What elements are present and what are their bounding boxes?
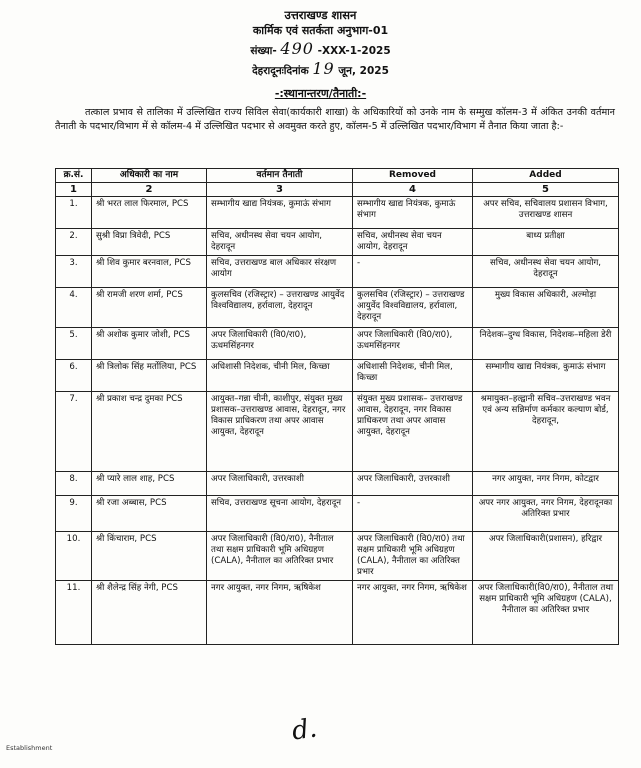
table-row bbox=[56, 496, 619, 532]
cell-removed-posting: अपर जिलाधिकारी (वि0/रा0), ऊधमसिंहनगर bbox=[353, 328, 473, 360]
header-sn: क्र.सं. bbox=[56, 169, 92, 183]
cell-sn: 4. bbox=[56, 288, 92, 328]
cell-sn: 7. bbox=[56, 392, 92, 472]
cell-officer-name: श्री शैलेन्द्र सिंह नेगी, PCS bbox=[92, 581, 207, 645]
cell-current-posting: अपर जिलाधिकारी (वि0/रा0), ऊधमसिंहनगर bbox=[207, 328, 353, 360]
cell-added-posting: सम्भागीय खाद्य नियंत्रक, कुमाऊं संभाग bbox=[473, 360, 619, 392]
cell-added-posting: नगर आयुक्त, नगर निगम, कोटद्वार bbox=[473, 472, 619, 496]
cell-officer-name: श्री रजा अब्बास, PCS bbox=[92, 496, 207, 532]
cell-added-posting: अपर सचिव, सचिवालय प्रशासन विभाग, उत्तराखण्ड शासन bbox=[473, 197, 619, 229]
cell-sn: 2. bbox=[56, 229, 92, 256]
cell-removed-posting: अधिशासी निदेशक, चीनी मिल, किच्छा bbox=[353, 360, 473, 392]
cell-added-posting: अपर नगर आयुक्त, नगर निगम, देहरादूनका अतिरिक्त प्रभार bbox=[473, 496, 619, 532]
cell-added-posting: सचिव, अधीनस्थ सेवा चयन आयोग, देहरादून bbox=[473, 256, 619, 288]
section-title: कार्मिक एवं सतर्कता अनुभाग-01 bbox=[252, 24, 389, 37]
order-date-handwritten: 19 bbox=[312, 59, 335, 78]
table-row bbox=[56, 328, 619, 360]
cell-officer-name: श्री त्रिलोक सिंह मर्तोलिया, PCS bbox=[92, 360, 207, 392]
order-number bbox=[0, 39, 641, 58]
table-row bbox=[56, 197, 619, 229]
order-number-rest: -XXX-1-2025 bbox=[317, 45, 391, 57]
transfer-table bbox=[55, 168, 619, 645]
table-row bbox=[56, 229, 619, 256]
govt-title: उत्तराखण्ड शासन bbox=[284, 8, 357, 22]
cell-officer-name: श्री भरत लाल फिरमाल, PCS bbox=[92, 197, 207, 229]
header-current: वर्तमान तैनाती bbox=[207, 169, 353, 183]
subject-line bbox=[0, 86, 641, 101]
col-number: 4 bbox=[353, 183, 473, 197]
table-row bbox=[56, 532, 619, 581]
cell-current-posting: सचिव, उत्तराखण्ड बाल अधिकार संरक्षण आयोग bbox=[207, 256, 353, 288]
col-number: 1 bbox=[56, 183, 92, 197]
order-date-rest: जून, 2025 bbox=[338, 65, 389, 77]
cell-current-posting: अपर जिलाधिकारी (वि0/रा0), नैनीताल तथा सक्षम प्राधिकारी भूमि अधिग्रहण (CALA), नैनीताल का अतिरिक्त प्रभार bbox=[207, 532, 353, 581]
cell-added-posting: श्रमायुक्त–हल्द्वानी सचिव–उत्तराखण्ड भवन एवं अन्य सन्निर्माण कर्मकार कल्याण बोर्ड, देहरादून, bbox=[473, 392, 619, 472]
cell-removed-posting: अपर जिलाधिकारी, उत्तरकाशी bbox=[353, 472, 473, 496]
cell-officer-name: श्री किंचाराम, PCS bbox=[92, 532, 207, 581]
cell-officer-name: श्री प्रकाश चन्द्र दुमका PCS bbox=[92, 392, 207, 472]
cell-sn: 8. bbox=[56, 472, 92, 496]
cell-removed-posting: अपर जिलाधिकारी (वि0/रा0) तथा सक्षम प्राधिकारी भूमि अधिग्रहण (CALA), नैनीताल का अतिरिक्त प्रभार bbox=[353, 532, 473, 581]
cell-removed-posting: सम्भागीय खाद्य नियंत्रक, कुमाऊं संभाग bbox=[353, 197, 473, 229]
subject-text: -:स्थानान्तरण/तैनाती:- bbox=[274, 87, 367, 100]
order-number-label: संख्या- bbox=[250, 45, 277, 57]
cell-removed-posting: कुलसचिव (रजिस्ट्रार) – उत्तराखण्ड आयुर्वेद विश्वविद्यालय, हर्रावाला, देहरादून bbox=[353, 288, 473, 328]
footer-label: Establishment bbox=[6, 744, 53, 752]
cell-sn: 10. bbox=[56, 532, 92, 581]
cell-officer-name: सुश्री विप्रा त्रिवेदी, PCS bbox=[92, 229, 207, 256]
cell-officer-name: श्री रामजी शरण शर्मा, PCS bbox=[92, 288, 207, 328]
cell-current-posting: सचिव, अधीनस्थ सेवा चयन आयोग, देहरादून bbox=[207, 229, 353, 256]
cell-added-posting: अपर जिलाधिकारी(प्रशासन), हरिद्वार bbox=[473, 532, 619, 581]
cell-officer-name: श्री शिव कुमार बरनवाल, PCS bbox=[92, 256, 207, 288]
order-number-handwritten: 490 bbox=[280, 39, 314, 58]
cell-current-posting: आयुक्त–गन्ना चीनी, काशीपुर, संयुक्त मुख्य प्रशासक–उत्तराखण्ड आवास, देहरादून, नगर विकास प्राधिकरण तथा अपर आवास आयुक्त, देहरादून bbox=[207, 392, 353, 472]
cell-added-posting: बाध्य प्रतीक्षा bbox=[473, 229, 619, 256]
table-row bbox=[56, 581, 619, 645]
table-header-row bbox=[56, 169, 619, 183]
col-number: 3 bbox=[207, 183, 353, 197]
cell-current-posting: सचिव, उत्तराखण्ड सूचना आयोग, देहरादून bbox=[207, 496, 353, 532]
cell-removed-posting: सचिव, अधीनस्थ सेवा चयन आयोग, देहरादून bbox=[353, 229, 473, 256]
cell-sn: 1. bbox=[56, 197, 92, 229]
cell-added-posting: अपर जिलाधिकारी(वि0/रा0), नैनीताल तथा सक्षम प्राधिकारी भूमि अधिग्रहण (CALA), नैनीताल का अतिरिक्त प्रभार bbox=[473, 581, 619, 645]
cell-officer-name: श्री अशोक कुमार जोशी, PCS bbox=[92, 328, 207, 360]
cell-sn: 6. bbox=[56, 360, 92, 392]
cell-added-posting: मुख्य विकास अधिकारी, अल्मोड़ा bbox=[473, 288, 619, 328]
cell-current-posting: नगर आयुक्त, नगर निगम, ऋषिकेश bbox=[207, 581, 353, 645]
cell-removed-posting: नगर आयुक्त, नगर निगम, ऋषिकेश bbox=[353, 581, 473, 645]
table-column-number-row bbox=[56, 183, 619, 197]
header-removed: Removed bbox=[353, 169, 473, 183]
cell-current-posting: अपर जिलाधिकारी, उत्तरकाशी bbox=[207, 472, 353, 496]
table-row bbox=[56, 360, 619, 392]
cell-removed-posting: संयुक्त मुख्य प्रशासक– उत्तराखण्ड आवास, देहरादून, नगर विकास प्राधिकरण तथा अपर आवास आयुक्त, देहरादून bbox=[353, 392, 473, 472]
cell-current-posting: सम्भागीय खाद्य नियंत्रक, कुमाऊं संभाग bbox=[207, 197, 353, 229]
col-number: 5 bbox=[473, 183, 619, 197]
cell-removed-posting: - bbox=[353, 496, 473, 532]
cell-sn: 3. bbox=[56, 256, 92, 288]
signature-mark: d. bbox=[290, 713, 319, 747]
intro-paragraph: तत्काल प्रभाव से तालिका में उल्लिखित राज्य सिविल सेवा(कार्यकारी शाखा) के अधिकारियों को उनके नाम के सम्मुख कॉलम-3 में अंकित उनकी वर्तमान तैनाती के पदभार/विभाग में से कॉलम-4 में उल्लिखित पदभार से अवमुक्त करते हुए, कॉलम-5 में उल्लिखित पदभार/विभाग में तैनात किया जाता है:- bbox=[55, 107, 615, 132]
cell-current-posting: अधिशासी निदेशक, चीनी मिल, किच्छा bbox=[207, 360, 353, 392]
cell-officer-name: श्री प्यारे लाल शाह, PCS bbox=[92, 472, 207, 496]
cell-removed-posting: - bbox=[353, 256, 473, 288]
cell-sn: 5. bbox=[56, 328, 92, 360]
order-date bbox=[0, 59, 641, 78]
cell-current-posting: कुलसचिव (रजिस्ट्रार) – उत्तराखण्ड आयुर्वेद विश्वविद्यालय, हर्रावाला, देहरादून bbox=[207, 288, 353, 328]
cell-added-posting: निदेशक–दुग्ध विकास, निदेशक–महिला डेरी bbox=[473, 328, 619, 360]
table-row bbox=[56, 288, 619, 328]
table-row bbox=[56, 256, 619, 288]
table-row bbox=[56, 472, 619, 496]
cell-sn: 9. bbox=[56, 496, 92, 532]
cell-sn: 11. bbox=[56, 581, 92, 645]
header-name: अधिकारी का नाम bbox=[92, 169, 207, 183]
header-added: Added bbox=[473, 169, 619, 183]
table-row bbox=[56, 392, 619, 472]
col-number: 2 bbox=[92, 183, 207, 197]
order-date-label: देहरादूनःदिनांक bbox=[252, 65, 309, 77]
